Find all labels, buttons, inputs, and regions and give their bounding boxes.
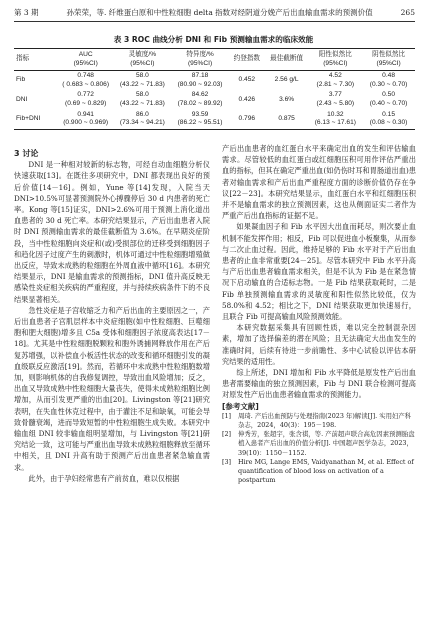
col-header: AUC (95%CI) bbox=[58, 49, 114, 71]
paragraph: DNI 是一种相对较新的标志物，可经自动血细胞分析仪快速获取[13]。在既往多项研究中，DNI 都表现出良好的预后价值[14－16]。例如，Yune 等[14]发现，入院当天 DNI>10.5%可显著预测院外心搏骤停后 30 d 内患者的死亡率。Kong 等[15]证实，DNI>2.6%可用于预测上消化道出血患者的 30 d 死亡率。本研究结果显示，产后出血患者入院时 DNI 预测输血需求的最佳截断值为 3.6%。在早期炎症阶段，当中性粒细胞向炎症和(或)受损部位的迁移受到细胞因子和趋化因子过度产生的刺激时，机体可通过中性粒细胞增殖做出反应，导致未成熟的粒细胞在外周血液中循环[16]。本研究结果显示，DNI 是输血需求的预测指标，DNI 值升高反映无感染性炎症相关疾病的严重程度，并与持续疾病条件下的不良结果显著相关。 bbox=[14, 160, 210, 304]
header-rule bbox=[14, 21, 415, 22]
roc-table bbox=[14, 48, 415, 130]
reference-item: [3] Hire MG, Lange EMS, Vaidyanathan M, et al. Effect of quantification of blood loss on activation of a postpartum bbox=[222, 457, 414, 485]
paragraph: 产后出血患者的血红蛋白水平来确定出血的发生和评估输血需求。尽管较低的血红蛋白或红细胞压积可用作评估严重出血的指标，但其在确定严重出血(如仍伤时耳和胃肠道出血)患者对输血需求和产后出血严重程度方面的诊断价值仍存在争议[22－23]。本研究结果显示，血红蛋白水平和红细胞压积并不是输血需求的独立预测因素，这也从侧面证实二者作为严重产后出血指标的证据不足。 bbox=[222, 144, 416, 221]
right-column bbox=[222, 143, 416, 486]
paragraph: 急性炎症是子宫收缩乏力和产后出血的主要原因之一，产后出血患者子宫肌层样本中炎症细胞(如中性粒细胞、巨噬细胞和肥大细胞)增多且 C5a 受体和细胞因子浓度高表达[17－18]。尤其是中性粒细胞脱颗粒和胞外诱捕网释放作用在产后复苏增强，以补偿血小板活性状态的改变和循环细胞引发的凝血级联反应激活[19]。然而，若循环中未成熟中性粒细胞数增加，则影响机体的自我修复调控，导致出血风险增加；反之，出血又导致成熟中性粒细胞大量丧失，使得未成熟粒细胞比例增加，从而引发更严重的出血[20]。Livingston 等[21]研究表明，在失血性休克过程中，由于灌注不足和缺氧，可能会导致骨髓衰竭，进而导致短暂的中性粒细胞生成失败。本研究中输血组 DNI 较非输血组明显增加，与 Livingston 等[21]研究结论一致，这可能与严重出血导致未成熟粒细胞释放至循环中相关，且 DNI 升高有助于预测产后出血患者紧急输血需求。 bbox=[14, 305, 210, 472]
col-header: 指标 bbox=[14, 49, 58, 71]
section-heading: 3 讨论 bbox=[14, 149, 39, 158]
col-header: 约登指数 bbox=[229, 49, 265, 71]
paragraph: 如果凝血因子和 Fib 水平因大出血而耗尽，则次要止血机制不能发挥作用；相反，Fib 可以促进血小板聚集，从而参与二次止血过程。因此，维持足够的 Fib 水平对于产后出血患者的止血非常重要[24－25]。尽管本研究中 Fib 水平升高与产后出血患者输血需求相关，但是不认为 Fib 是在紧急情况下启动输血的合适标志物。一是 Fib 结果获取耗时，二是 Fib 单独预测输血需求的灵敏度和阳性似然比较低，仅为 58.0%和 4.52；相比之下，DNI 结果获取更加快速易行，且联合 Fib 可提高输血风险预测效能。 bbox=[222, 222, 416, 322]
reference-item: [2] 伸秀芳，张超宇，张含祺，等. 产前超声联合高危因素预测胎盘植入患者产后出血的价值分析[J]. 中国超声医学杂志，2023，39(10)：1150－1152. bbox=[222, 430, 415, 457]
left-column bbox=[14, 148, 210, 484]
issue-label: 第 3 期 bbox=[14, 7, 39, 17]
paragraph: 此外，由于孕妇经常患有产前贫血，难以仅根据 bbox=[28, 473, 180, 483]
running-title: 孙荣荣，等. 纤维蛋白原和中性粒细胞 delta 指数对经阴道分娩产后出血输血需求的预测价值 bbox=[66, 7, 373, 17]
col-header: 特异度/% (95%CI) bbox=[171, 49, 229, 71]
paragraph: 本研究数据采集具有回顾性质，难以完全控制混杂因素，增加了选择偏差的潜在风险；且无法确定大出血发生的准确时间，后续有待进一步前瞻性、多中心试验以评估本研究结果的适用性。 bbox=[222, 323, 416, 366]
col-header: 阴性似然比 (95%CI) bbox=[362, 49, 415, 71]
reference-item: [1] 周琦. 产后出血预防与处理指南(2023 年)解读[J]. 实用妇产科杂志，2024，40(3)：195－198. bbox=[222, 411, 412, 430]
col-header: 灵敏度/% (95%CI) bbox=[114, 49, 172, 71]
col-header: 最佳截断值 bbox=[265, 49, 309, 71]
table-row: Fib 0.748 ( 0.683 ~ 0.806) 58.0 (43.22 ~ 71.83) 87.18 (80.90 ~ 92.03) 0.452 2.56 g/L 4.52 (2.81 ~ 7.30) 0.48 (0.30 ~ 0.70) bbox=[16, 72, 408, 88]
table-row: DNI 0.772 (0.69 ~ 0.829) 58.0 (43.22 ~ 71.83) 84.62 (78.02 ~ 89.92) 0.426 3.6% 3.77 (2.43 ~ 5.80) 0.50 (0.40 ~ 0.70) bbox=[16, 91, 408, 107]
running-header bbox=[14, 6, 415, 18]
table-row: Fib+DNI 0.941 (0.900 ~ 0.969) 86.0 (73.34 ~ 94.21) 93.59 (86.22 ~ 95.51) 0.796 0.875 10.32 (6.13 ~ 17.61) 0.15 (0.08 ~ 0.30) bbox=[14, 110, 415, 130]
table-header-row bbox=[14, 49, 415, 71]
page-number: 265 bbox=[400, 7, 415, 17]
table-caption: 表 3 ROC 曲线分析 DNI 和 Fib 预测输血需求的临床效能 bbox=[113, 35, 314, 44]
col-header: 阳性似然比 (95%CI) bbox=[308, 49, 362, 71]
paragraph: 综上所述，DNI 增加和 Fib 水平降低是原发性产后出血患者需要输血的独立预测因素，Fib 与 DNI 联合检测可提高对原发性产后出血患者输血需求的预测能力。 bbox=[222, 368, 416, 400]
references-heading: [参考文献] bbox=[222, 401, 259, 411]
